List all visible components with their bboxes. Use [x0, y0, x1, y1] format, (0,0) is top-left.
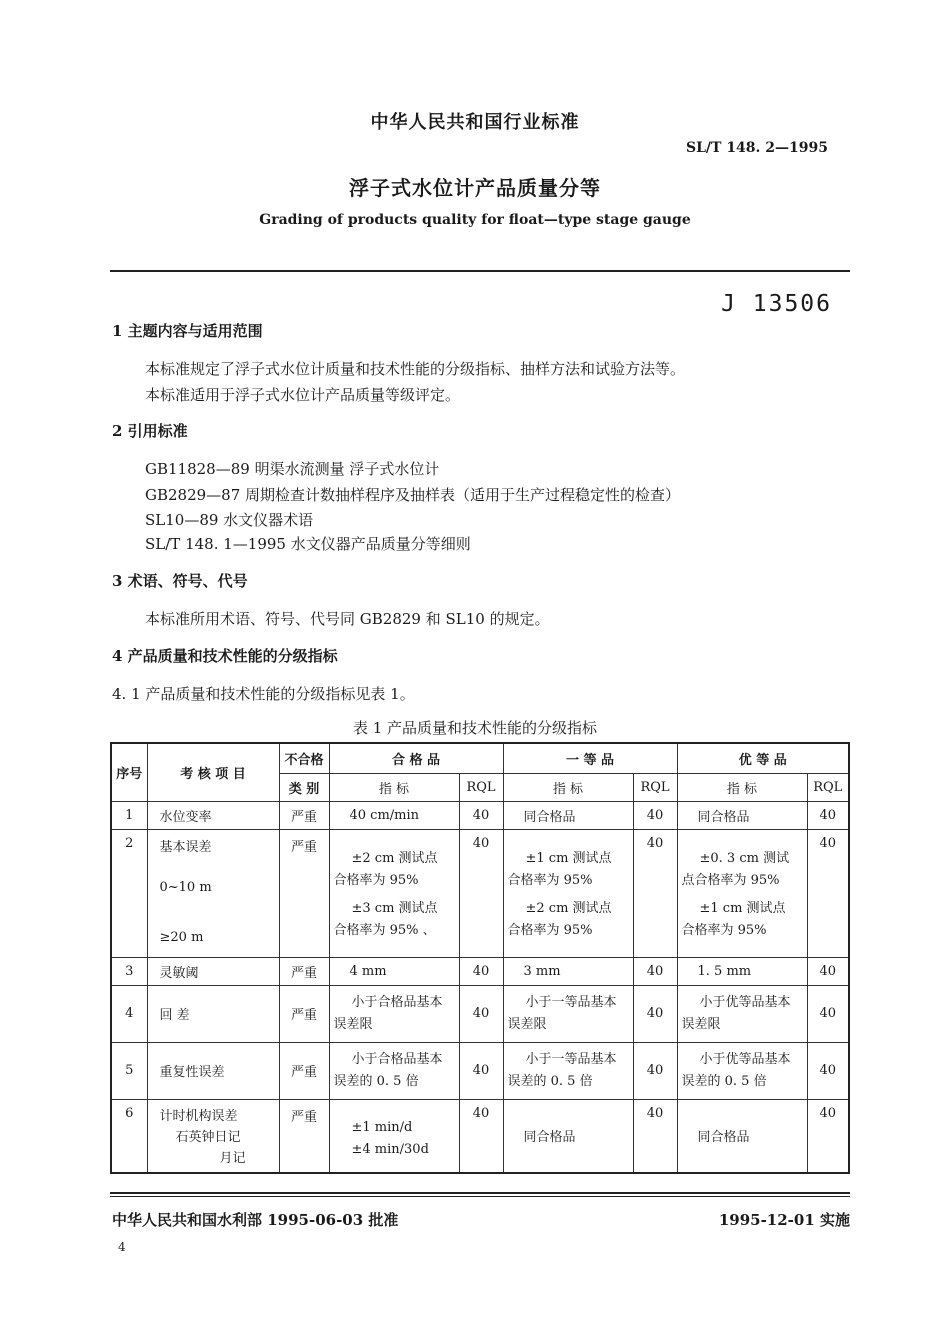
row-item: 水位变率 — [147, 801, 279, 829]
row-category: 严重 — [279, 801, 329, 829]
cell-line: ±2 cm 测试点 — [525, 900, 612, 916]
cell-first — [503, 829, 633, 957]
cell-rql: 40 — [459, 957, 503, 985]
cell-rql: 40 — [807, 1099, 849, 1173]
row-item: 灵敏阈 — [147, 957, 279, 985]
header-grade-qualified: 合 格 品 — [329, 743, 503, 773]
row-item: 重复性误差 — [147, 1042, 279, 1099]
section-3-para: 本标准所用术语、符号、代号同 GB2829 和 SL10 的规定。 — [145, 610, 550, 628]
cell-qualified — [329, 985, 459, 1042]
cell-line: 误差的 0. 5 倍 — [681, 1073, 767, 1089]
cell-superior: 同合格品 — [677, 801, 807, 829]
row-seq: 5 — [111, 1042, 147, 1099]
header-nonconform: 不合格 — [279, 743, 329, 773]
cell-superior: 1. 5 mm — [677, 957, 807, 985]
cell-rql: 40 — [459, 985, 503, 1042]
cell-rql: 40 — [459, 1042, 503, 1099]
title-chinese: 浮子式水位计产品质量分等 — [349, 176, 601, 200]
cell-line: 误差限 — [681, 1016, 721, 1032]
cell-line: 点合格率为 95% — [681, 872, 780, 888]
cell-rql: 40 — [807, 829, 849, 957]
cell-qualified: 4 mm — [329, 957, 459, 985]
row-category: 严重 — [279, 829, 329, 957]
row-item: 回 差 — [147, 985, 279, 1042]
clause-4-1: 4. 1 产品质量和技术性能的分级指标见表 1。 — [112, 685, 415, 703]
cell-rql: 40 — [459, 829, 503, 957]
cell-rql: 40 — [633, 1099, 677, 1173]
cell-first: 3 mm — [503, 957, 633, 985]
row-category: 严重 — [279, 985, 329, 1042]
reference-item: GB11828—89 明渠水流测量 浮子式水位计 — [145, 460, 440, 478]
cell-line: 误差的 0. 5 倍 — [333, 1073, 419, 1089]
section-4-heading: 4 产品质量和技术性能的分级指标 — [112, 647, 338, 665]
cell-line: 合格率为 95% — [681, 922, 767, 938]
reference-item: GB2829—87 周期检查计数抽样程序及抽样表（适用于生产过程稳定性的检查） — [145, 486, 681, 504]
standard-number: SL/T 148. 2—1995 — [685, 140, 828, 156]
cell-rql: 40 — [633, 829, 677, 957]
header-grade-first: 一 等 品 — [503, 743, 677, 773]
cell-line: 合格率为 95% 、 — [333, 922, 436, 938]
footer-rule — [110, 1192, 850, 1194]
reference-item: SL/T 148. 1—1995 水文仪器产品质量分等细则 — [145, 535, 471, 553]
footer-rule-thin — [110, 1196, 850, 1197]
row-subitem: 0~10 m — [159, 879, 212, 895]
header-index: 指 标 — [503, 773, 633, 801]
row-item — [147, 829, 279, 957]
cell-qualified — [329, 1099, 459, 1173]
section-2-heading: 2 引用标准 — [112, 422, 188, 440]
cell-line: 小于一等品基本 — [525, 1051, 617, 1067]
row-item — [147, 1099, 279, 1173]
page-number: 4 — [118, 1240, 126, 1254]
row-category: 严重 — [279, 1042, 329, 1099]
cell-line: 合格率为 95% — [507, 872, 593, 888]
cell-line: 误差限 — [507, 1016, 547, 1032]
header-seq: 序号 — [111, 743, 147, 801]
table-caption: 表 1 产品质量和技术性能的分级指标 — [352, 719, 598, 737]
archive-stamp: J 13506 — [721, 291, 832, 317]
cell-first — [503, 985, 633, 1042]
header-index: 指 标 — [329, 773, 459, 801]
cell-rql: 40 — [807, 985, 849, 1042]
cell-rql: 40 — [807, 1042, 849, 1099]
cell-superior: 同合格品 — [677, 1099, 807, 1173]
cell-qualified: 40 cm/min — [329, 801, 459, 829]
cell-line: 小于合格品基本 — [351, 994, 443, 1010]
header-rql: RQL — [807, 773, 849, 801]
header-index: 指 标 — [677, 773, 807, 801]
row-item-label: 基本误差 — [159, 839, 212, 855]
section-3-heading: 3 术语、符号、代号 — [112, 572, 248, 590]
row-seq: 6 — [111, 1099, 147, 1173]
header-rule — [110, 270, 850, 272]
table-row — [111, 985, 849, 1042]
cell-qualified — [329, 1042, 459, 1099]
section-1-para-2: 本标准适用于浮子式水位计产品质量等级评定。 — [145, 386, 461, 404]
cell-rql: 40 — [459, 1099, 503, 1173]
table-header-row — [111, 743, 849, 773]
row-category: 严重 — [279, 1099, 329, 1173]
cell-line: ±1 min/d — [351, 1119, 413, 1135]
row-category: 严重 — [279, 957, 329, 985]
cell-rql: 40 — [459, 801, 503, 829]
header-rql: RQL — [459, 773, 503, 801]
row-subitem: ≥20 m — [159, 929, 204, 945]
table-row — [111, 957, 849, 985]
row-subitem: 石英钟日记 — [175, 1129, 241, 1145]
cell-line: 误差限 — [333, 1016, 373, 1032]
cell-line: 误差的 0. 5 倍 — [507, 1073, 593, 1089]
header-rql: RQL — [633, 773, 677, 801]
cell-first: 同合格品 — [503, 801, 633, 829]
cell-line: ±3 cm 测试点 — [351, 900, 438, 916]
row-seq: 2 — [111, 829, 147, 957]
section-1-heading: 1 主题内容与适用范围 — [112, 322, 263, 340]
row-subitem: 月记 — [219, 1150, 246, 1166]
cell-line: ±4 min/30d — [351, 1141, 429, 1157]
grading-table — [110, 742, 850, 1174]
cell-line: ±1 cm 测试点 — [525, 850, 612, 866]
header-org: 中华人民共和国行业标准 — [370, 112, 580, 133]
cell-line: 合格率为 95% — [507, 922, 593, 938]
row-seq: 3 — [111, 957, 147, 985]
table-row — [111, 1099, 849, 1173]
row-seq: 4 — [111, 985, 147, 1042]
reference-item: SL10—89 水文仪器术语 — [145, 511, 314, 529]
cell-line: 小于合格品基本 — [351, 1051, 443, 1067]
approval-line: 中华人民共和国水利部 1995-06-03 批准 — [112, 1211, 399, 1229]
row-seq: 1 — [111, 801, 147, 829]
cell-line: ±1 cm 测试点 — [699, 900, 786, 916]
cell-superior — [677, 985, 807, 1042]
cell-rql: 40 — [807, 957, 849, 985]
cell-first — [503, 1042, 633, 1099]
cell-line: 合格率为 95% — [333, 872, 419, 888]
header-item: 考 核 项 目 — [147, 743, 279, 801]
cell-first: 同合格品 — [503, 1099, 633, 1173]
table-row — [111, 829, 849, 957]
cell-line: ±2 cm 测试点 — [351, 850, 438, 866]
header-category: 类 别 — [279, 773, 329, 801]
cell-rql: 40 — [807, 801, 849, 829]
cell-superior — [677, 1042, 807, 1099]
cell-line: 小于优等品基本 — [699, 994, 791, 1010]
cell-line: ±0. 3 cm 测试 — [699, 850, 790, 866]
cell-qualified — [329, 829, 459, 957]
section-1-para-1: 本标准规定了浮子式水位计质量和技术性能的分级指标、抽样方法和试验方法等。 — [145, 360, 686, 378]
table-row — [111, 801, 849, 829]
cell-line: 小于优等品基本 — [699, 1051, 791, 1067]
cell-rql: 40 — [633, 1042, 677, 1099]
cell-rql: 40 — [633, 957, 677, 985]
cell-line: 小于一等品基本 — [525, 994, 617, 1010]
title-english: Grading of products quality for float—type stage gauge — [259, 212, 691, 228]
implementation-date: 1995-12-01 实施 — [718, 1211, 850, 1229]
cell-rql: 40 — [633, 985, 677, 1042]
cell-superior — [677, 829, 807, 957]
table-row — [111, 1042, 849, 1099]
row-item-label: 计时机构误差 — [159, 1108, 238, 1124]
header-grade-superior: 优 等 品 — [677, 743, 849, 773]
cell-rql: 40 — [633, 801, 677, 829]
